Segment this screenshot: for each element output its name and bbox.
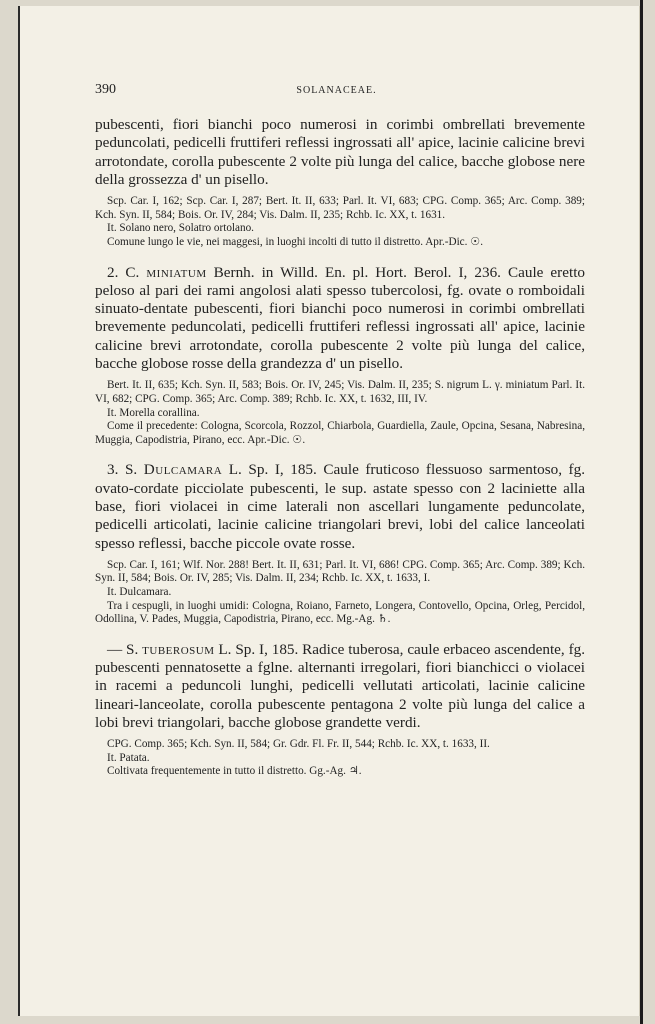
species-entry (95, 264, 585, 374)
distribution: Tra i cespugli, in luoghi umidi: Cologna, Roiano, Farneto, Longera, Contovello, Opcina, Orleg, Percidol, Odollina, V. Pades, Muggia, Capodistria, Pirano, ecc. Mg.-Ag. ♄. (95, 599, 585, 626)
species-description: L. Sp. I, 185. Caule fruticoso flessuoso sarmentoso, fg. ovato-cordate picciolate pubescenti, le sup. astate spesso con 2 laciniette alla base, fiori violacei in cime laterali non ascellari lungamente peduncolate, pedicelli articolati, lacinie calicine triangolari brevi, lobi del calice lanceolati spesso reflessi, bacche piccole ovate rosse. (95, 461, 586, 552)
species-name: Dulcamara (143, 461, 223, 479)
species-number: 3. S. (107, 461, 138, 479)
species-entry (95, 641, 585, 732)
distribution: Coltivata frequentemente in tutto il distretto. Gg.-Ag. ♃. (107, 765, 362, 778)
distribution: Comune lungo le vie, nei maggesi, in luoghi incolti di tutto il distretto. Apr.-Dic. ☉. (107, 235, 484, 248)
references: Scp. Car. I, 161; Wlf. Nor. 288! Bert. It. II, 631; Parl. It. VI, 686! CPG. Comp. 365; Arc. Comp. 389; Kch. Syn. II, 584; Bois. Or. IV, 285; Vis. Dalm. II, 234; Rchb. Ic. XX, t. 1633, I. (95, 558, 585, 585)
page-edge (640, 0, 643, 1024)
species-name: tuberosum (142, 640, 215, 658)
distribution: Come il precedente: Cologna, Scorcola, Rozzol, Chiarbola, Guardiella, Zaule, Opcina, Sesana, Nabresina, Muggia, Capodistria, Pirano, ecc. Apr.-Dic. ☉. (95, 420, 585, 446)
references: Scp. Car. I, 162; Scp. Car. I, 287; Bert. It. II, 633; Parl. It. VI, 683; CPG. Comp. 365; Arc. Comp. 389; Kch. Syn. II, 584; Bois. Or. IV, 284; Vis. Dalm. II, 235; Rchb. Ic. XX, t. 1631. (95, 195, 585, 221)
species-number: 2. C. (107, 263, 140, 281)
page-header (95, 82, 585, 98)
italian-name: It. Solano nero, Solatro ortolano. (107, 222, 254, 235)
references: CPG. Comp. 365; Kch. Syn. II, 584; Gr. Gdr. Fl. Fr. II, 544; Rchb. Ic. XX, t. 1633, II. (107, 738, 490, 751)
italian-name: It. Dulcamara. (107, 585, 172, 598)
page-content (95, 82, 585, 779)
italian-name: It. Morella corallina. (107, 406, 200, 419)
species-name: miniatum (146, 263, 207, 281)
references: Bert. It. II, 635; Kch. Syn. II, 583; Bois. Or. IV, 245; Vis. Dalm. II, 235; S. nigrum L. γ. miniatum Parl. It. VI, 682; CPG. Comp. 365; Arc. Comp. 389; Rchb. Ic. XX, t. 1632, III, IV. (95, 379, 585, 405)
page-number: 390 (95, 82, 116, 97)
species-description: Bernh. in Willd. En. pl. Hort. Berol. I, 236. Caule eretto peloso al pari dei rami angolosi alati spesso tubercolosi, fg. ovate o romboidali sinuato-dentate pubescenti, fiori bianchi poco numerosi in corimbi ombrellati brevemente peduncolati, pedicelli fruttiferi reflessi ingrossati all' apice, lacinie calicine brevi arrotondate, corolla pubescente 2 volte più lunga del calice, bacche globose rosse della grandezza d' un pisello. (95, 263, 586, 373)
running-title: SOLANACEAE. (296, 85, 377, 96)
species-description: L. Sp. I, 185. Radice tuberosa, caule erbaceo ascendente, fg. pubescenti pennatosette a fglne. alternanti irregolari, fiori bianchicci o violacei in racemi a peduncoli lunghi, pedicelli vellutati articolati, lacinie calicine lineari-lanceolate, corolla pubescente pentagona 2 volte più lunga del calice a lobi brevi triangolari, bacche globose grandette verdi. (95, 640, 586, 731)
species-entry (95, 461, 585, 552)
species-number: — S. (107, 640, 139, 658)
species-description: pubescenti, fiori bianchi poco numerosi in corimbi ombrellati brevemente peduncolati, pedicelli fruttiferi reflessi ingrossati all' apice, lacinie calicine brevi arrotondate, corolla pubescente 2 volte più lunga del calice, bacche globose nere della grossezza d' un pisello. (95, 116, 585, 188)
italian-name: It. Patata. (107, 751, 150, 764)
